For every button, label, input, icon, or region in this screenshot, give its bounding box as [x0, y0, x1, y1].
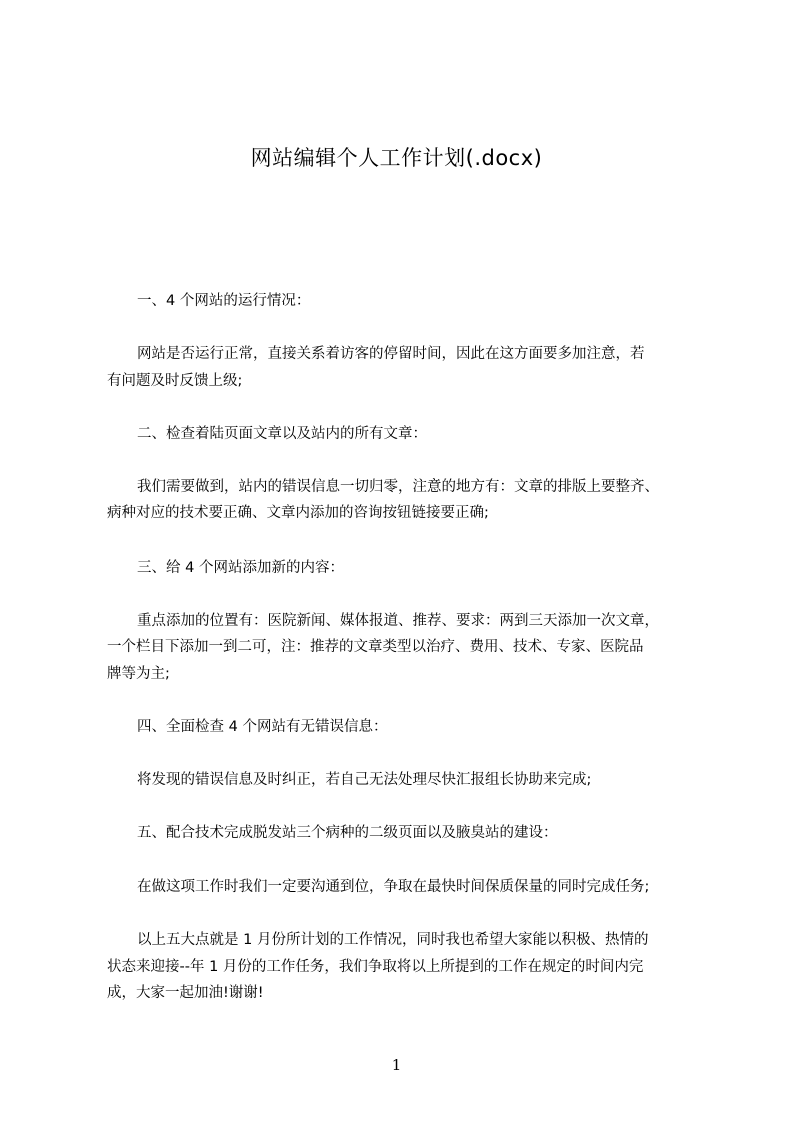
section-heading-1: 一、4 个网站的运行情况： [137, 293, 311, 309]
paragraph-line: 网站是否运行正常，直接关系着访客的停留时间，因此在这方面要多加注意，若 [137, 346, 645, 362]
paragraph-line: 将发现的错误信息及时纠正，若自己无法处理尽快汇报组长协助来完成; [137, 772, 592, 788]
page-number: 1 [391, 1056, 402, 1074]
section-heading-5: 五、配合技术完成脱发站三个病种的二级页面以及腋臭站的建设： [137, 825, 558, 841]
paragraph-line: 状态来迎接--年 1 月份的工作任务，我们争取将以上所提到的工作在规定的时间内完 [107, 959, 644, 975]
paragraph-line: 一个栏目下添加一到二可，注：推荐的文章类型以治疗、费用、技术、专家、医院品 [107, 639, 644, 655]
paragraph-line: 成，大家一起加油!谢谢! [107, 985, 264, 1001]
paragraph-line: 我们需要做到，站内的错误信息一切归零，注意的地方有：文章的排版上要整齐、 [137, 479, 659, 495]
section-heading-2: 二、检查着陆页面文章以及站内的所有文章： [137, 426, 427, 442]
section-heading-3: 三、给 4 个网站添加新的内容： [137, 560, 344, 576]
paragraph-line: 重点添加的位置有：医院新闻、媒体报道、推荐、要求：两到三天添加一次文章， [137, 613, 659, 629]
section-heading-4: 四、全面检查 4 个网站有无错误信息： [137, 719, 388, 735]
paragraph-line: 牌等为主; [107, 666, 170, 682]
paragraph-line: 在做这项工作时我们一定要沟通到位，争取在最快时间保质保量的同时完成任务; [137, 879, 650, 895]
paragraph-line: 病种对应的技术要正确、文章内添加的咨询按钮链接要正确; [107, 505, 489, 521]
paragraph-line: 有问题及时反馈上级; [107, 373, 243, 389]
document-title: 网站编辑个人工作计划(.docx) [250, 146, 543, 170]
paragraph-line: 以上五大点就是 1 月份所计划的工作情况，同时我也希望大家能以积极、热情的 [137, 932, 649, 948]
